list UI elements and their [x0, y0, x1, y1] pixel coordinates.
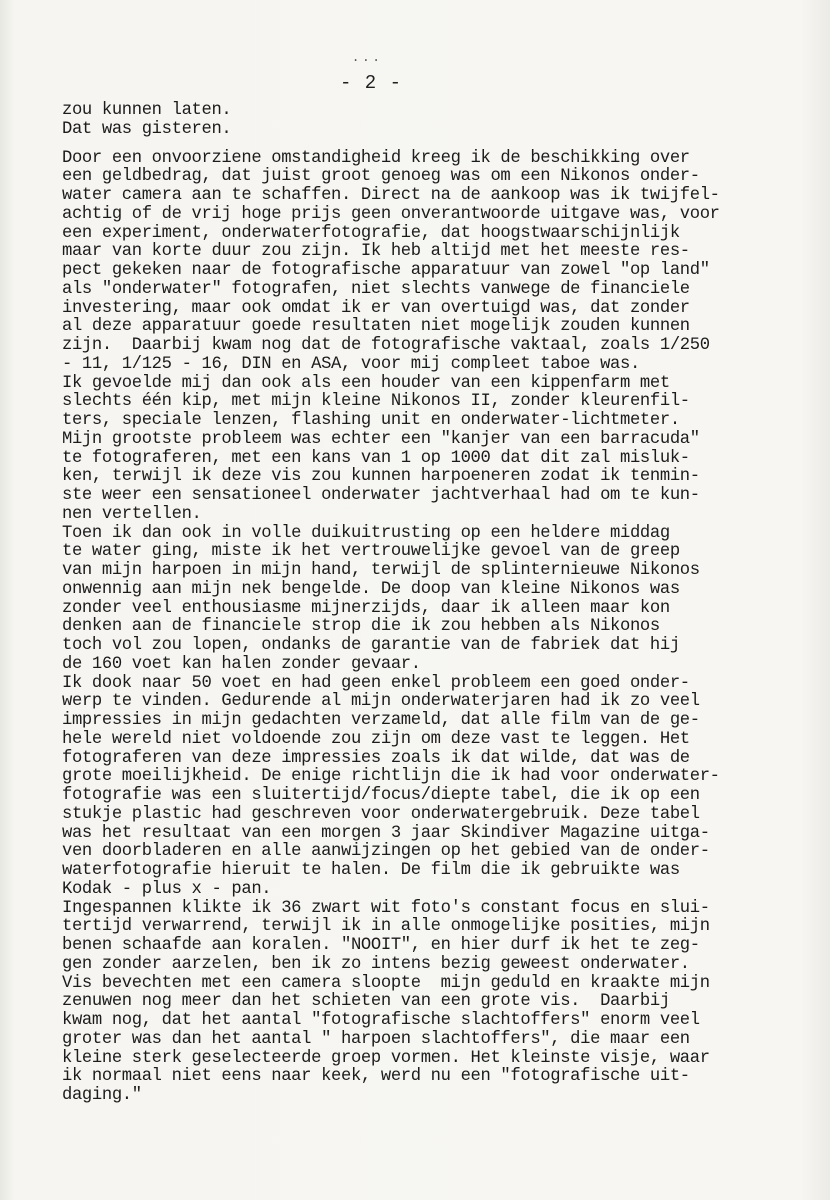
- text-line: zou kunnen laten.: [62, 101, 232, 120]
- text-line: fotograferen van deze impressies zoals ik dat wilde, dat was de: [62, 748, 690, 768]
- text-line: denken aan de financiele strop die ik zou hebben als Nikonos: [62, 617, 660, 637]
- text-line: groter was dan het aantal " harpoen slachtoffers", die maar een: [62, 1029, 690, 1049]
- text-line: Kodak - plus x - pan.: [62, 879, 272, 899]
- text-line: van mijn harpoen in mijn hand, terwijl de splinternieuwe Nikonos: [62, 561, 700, 580]
- text-line: een experiment, onderwaterfotografie, dat hoogstwaarschijnlijk: [62, 223, 680, 243]
- header-dots: ...: [352, 50, 383, 64]
- page-number: - 2 -: [340, 72, 403, 94]
- text-line: Ingespannen klikte ik 36 zwart wit foto's constant focus en slui-: [62, 898, 710, 918]
- text-line: toch vol zou lopen, ondanks de garantie van de fabriek dat hij: [62, 636, 680, 655]
- text-line: tertijd verwarrend, terwijl ik in alle onmogelijke posities, mijn: [62, 917, 710, 937]
- text-line: pect gekeken naar de fotografische apparatuur van zowel "op land": [62, 261, 710, 280]
- text-line: slechts één kip, met mijn kleine Nikonos II, zonder kleurenfil-: [62, 392, 690, 412]
- text-line: - 11, 1/125 - 16, DIN en ASA, voor mij compleet taboe was.: [62, 354, 640, 374]
- text-line: ters, speciale lenzen, flashing unit en onderwater-lichtmeter.: [62, 411, 680, 430]
- text-line: ste weer een sensationeel onderwater jachtverhaal had om te kun-: [62, 486, 700, 505]
- text-line: grote moeilijkheid. De enige richtlijn die ik had voor onderwater-: [62, 767, 720, 787]
- text-line: zenuwen nog meer dan het schieten van een grote vis. Daarbij: [62, 992, 670, 1012]
- text-line: zijn. Daarbij kwam nog dat de fotografische vaktaal, zoals 1/250: [62, 336, 710, 355]
- text-line: ken, terwijl ik deze vis zou kunnen harpoeneren zodat ik tenmin-: [62, 467, 700, 487]
- text-line: al deze apparatuur goede resultaten niet mogelijk zouden kunnen: [62, 317, 690, 337]
- paragraph-gap: [62, 140, 822, 150]
- text-line: onwennig aan mijn nek bengelde. De doop van kleine Nikonos was: [62, 579, 680, 599]
- body-text: [62, 102, 822, 1106]
- text-line: waterfotografie hieruit te halen. De film die ik gebruikte was: [62, 861, 680, 880]
- text-line: de 160 voet kan halen zonder gevaar.: [62, 654, 421, 674]
- text-line: hele wereld niet voldoende zou zijn om deze vast te leggen. Het: [62, 729, 690, 749]
- text-line: achtig of de vrij hoge prijs geen onverantwoorde uitgave was, voor: [62, 204, 720, 224]
- text-line: was het resultaat van een morgen 3 jaar Skindiver Magazine uitga-: [62, 823, 710, 843]
- text-line: Mijn grootste probleem was echter een "kanjer van een barracuda": [62, 429, 700, 449]
- text-line: te fotograferen, met een kans van 1 op 1000 dat dit zal misluk-: [62, 448, 690, 468]
- text-line: Ik dook naar 50 voet en had geen enkel probleem een goed onder-: [62, 673, 690, 693]
- text-line: werp te vinden. Gedurende al mijn onderwaterjaren had ik zo veel: [62, 692, 700, 712]
- text-line: investering, maar ook omdat ik er van overtuigd was, dat zonder: [62, 298, 690, 318]
- text-line: te water ging, miste ik het vertrouwelijke gevoel van de greep: [62, 542, 680, 562]
- text-line: nen vertellen.: [62, 504, 202, 524]
- text-line: fotografie was een sluitertijd/focus/diepte tabel, die ik op een: [62, 786, 700, 805]
- text-line: kleine sterk geselecteerde groep vormen. Het kleinste visje, waar: [62, 1048, 710, 1068]
- text-line: een geldbedrag, dat juist groot genoeg was om een Nikonos onder-: [62, 167, 700, 187]
- text-line: Ik gevoelde mij dan ook als een houder van een kippenfarm met: [62, 373, 670, 393]
- text-line: impressies in mijn gedachten verzameld, dat alle film van de ge-: [62, 711, 700, 730]
- text-line: stukje plastic had geschreven voor onderwatergebruik. Deze tabel: [62, 804, 700, 824]
- text-line: Vis bevechten met een camera sloopte mijn geduld en kraakte mijn: [62, 973, 710, 993]
- text-line: benen schaafde aan koralen. "NOOIT", en hier durf ik het te zeg-: [62, 936, 700, 955]
- text-line: als "onderwater" fotografen, niet slechts vanwege de financiele: [62, 279, 690, 299]
- text-line: gen zonder aarzelen, ben ik zo intens bezig geweest onderwater.: [62, 954, 690, 974]
- text-line: Dat was gisteren.: [62, 119, 232, 139]
- text-line: water camera aan te schaffen. Direct na de aankoop was ik twijfel-: [62, 186, 720, 205]
- text-line: daging.": [62, 1086, 142, 1105]
- text-line: Toen ik dan ook in volle duikuitrusting op een heldere middag: [62, 523, 670, 543]
- text-line: maar van korte duur zou zijn. Ik heb altijd met het meeste res-: [62, 242, 690, 262]
- text-line: zonder veel enthousiasme mijnerzijds, daar ik alleen maar kon: [62, 598, 670, 618]
- text-line: ven doorbladeren en alle aanwijzingen op het gebied van de onder-: [62, 842, 710, 862]
- text-line: kwam nog, dat het aantal "fotografische slachtoffers" enorm veel: [62, 1011, 700, 1030]
- text-line: ik normaal niet eens naar keek, werd nu een "fotografische uit-: [62, 1067, 690, 1087]
- text-line: Door een onvoorziene omstandigheid kreeg ik de beschikking over: [62, 148, 690, 168]
